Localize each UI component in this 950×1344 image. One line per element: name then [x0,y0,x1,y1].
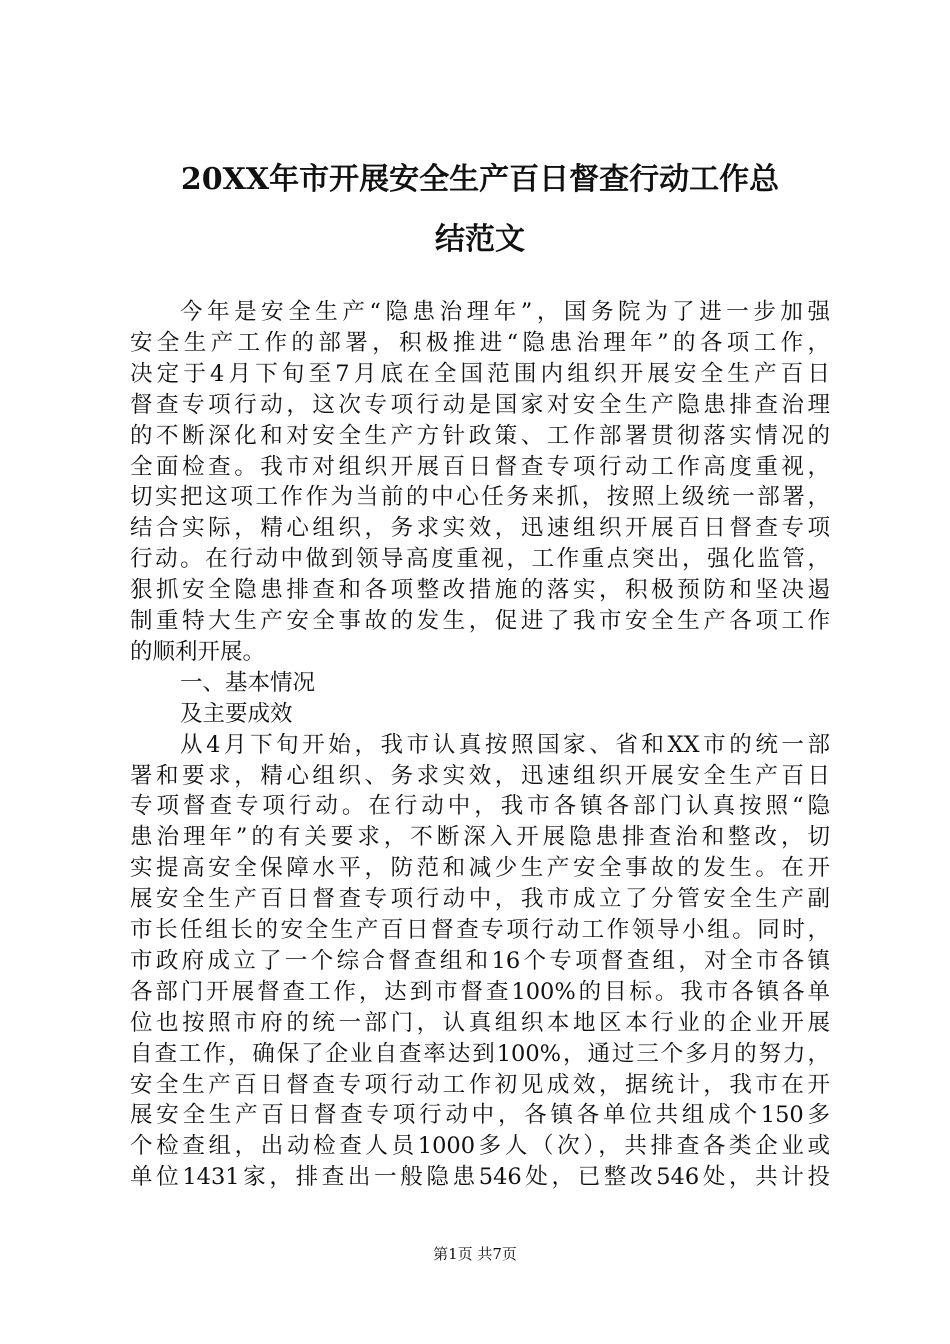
body-line: 患治理年”的有关要求，不断深入开展隐患排查治和整改，切 [130,824,830,850]
body-line: 决定于4月下旬至7月底在全国范围内组织开展安全生产百日 [130,361,830,387]
document-title-line-1: 20XX年市开展安全生产百日督查行动工作总 [180,162,780,197]
body-line: 展安全生产百日督查专项行动中，各镇各单位共组成个150多 [130,1102,830,1128]
body-line: 位也按照市府的统一部门，认真组织本地区本行业的企业开展 [130,1010,830,1036]
body-line: 的顺利开展。 [130,639,266,665]
body-line: 今年是安全生产“隐患治理年”，国务院为了进一步加强 [180,299,830,325]
body-line: 制重特大生产安全事故的发生，促进了我市安全生产各项工作 [130,608,830,634]
body-line: 的不断深化和对安全生产方针政策、工作部署贯彻落实情况的 [130,423,830,449]
body-line: 专项督查专项行动。在行动中，我市各镇各部门认真按照“隐 [130,793,830,819]
body-line: 署和要求，精心组织、务求实效，迅速组织开展安全生产百日 [130,763,830,789]
section-heading: 一、基本情况 [180,670,316,696]
body-line: 安全生产工作的部署，积极推进“隐患治理年”的各项工作， [130,330,830,356]
body-line: 全面检查。我市对组织开展百日督查专项行动工作高度重视， [130,454,830,480]
body-line: 市政府成立了一个综合督查组和16个专项督查组，对全市各镇 [130,948,830,974]
body-line: 行动。在行动中做到领导高度重视，工作重点突出，强化监管， [130,546,830,572]
body-line: 市长任组长的安全生产百日督查专项行动工作领导小组。同时， [130,917,830,943]
body-line: 实提高安全保障水平，防范和减少生产安全事故的发生。在开 [130,855,830,881]
body-line: 个检查组，出动检查人员1000多人（次），共排查各类企业或 [130,1133,830,1159]
body-line: 督查专项行动，这次专项行动是国家对安全生产隐患排查治理 [130,392,830,418]
body-line: 自查工作，确保了企业自查率达到100%，通过三个多月的努力， [130,1041,830,1067]
body-line: 狠抓安全隐患排查和各项整改措施的落实，积极预防和坚决遏 [130,577,830,603]
body-line: 展安全生产百日督查专项行动中，我市成立了分管安全生产副 [130,886,830,912]
body-line: 各部门开展督查工作，达到市督查100%的目标。我市各镇各单 [130,979,830,1005]
body-line: 切实把这项工作作为当前的中心任务来抓，按照上级统一部署， [130,484,830,510]
section-heading: 及主要成效 [180,701,293,727]
page-number-footer: 第1页 共7页 [433,1245,517,1263]
body-line: 从4月下旬开始，我市认真按照国家、省和XX市的统一部 [180,732,830,758]
body-line: 安全生产百日督查专项行动工作初见成效，据统计，我市在开 [130,1072,830,1098]
body-line: 单位1431家，排查出一般隐患546处，已整改546处，共计投 [130,1164,830,1190]
document-title-line-2: 结范文 [435,222,525,257]
body-line: 结合实际，精心组织，务求实效，迅速组织开展百日督查专项 [130,515,830,541]
